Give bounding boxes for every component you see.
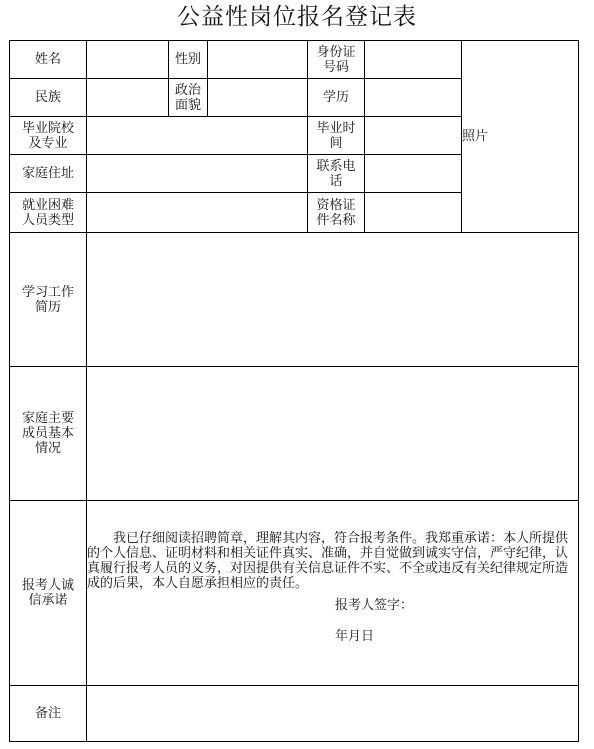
label-family-line3: 情况 — [34, 441, 61, 456]
photo-area[interactable]: 照片 — [462, 41, 579, 233]
gender-field[interactable] — [208, 41, 308, 79]
label-cert-line1: 资格证 — [316, 197, 356, 213]
label-education: 学历 — [308, 79, 365, 117]
label-pledge — [10, 501, 87, 686]
label-grad-line2: 间 — [329, 135, 343, 151]
address-field[interactable] — [87, 155, 308, 193]
label-id-number — [308, 41, 365, 79]
family-field[interactable] — [87, 367, 579, 501]
label-graduation-time — [308, 117, 365, 155]
label-pledge-line1: 报考人诚 — [21, 578, 74, 593]
label-political-line2: 面貌 — [174, 97, 201, 113]
remarks-field[interactable] — [87, 686, 579, 742]
label-id-line1: 身份证 — [316, 44, 356, 60]
form-title: 公益性岗位报名登记表 — [177, 4, 417, 30]
label-phone — [308, 155, 365, 193]
employment-category-field[interactable] — [87, 193, 308, 233]
label-grad-line1: 毕业时 — [316, 120, 356, 136]
label-category-line1: 就业困难 — [21, 197, 74, 213]
label-gender: 性别 — [169, 41, 208, 79]
label-school — [10, 117, 87, 155]
signature-block — [87, 593, 578, 649]
certificate-field[interactable] — [365, 193, 462, 233]
registration-form — [9, 40, 579, 742]
label-history — [10, 233, 87, 367]
ethnicity-field[interactable] — [87, 79, 169, 117]
signature-label[interactable]: 报考人签字： — [335, 598, 414, 613]
education-field[interactable] — [365, 79, 462, 117]
label-remarks: 备注 — [10, 686, 87, 742]
phone-field[interactable] — [365, 155, 462, 193]
graduation-time-field[interactable] — [365, 117, 462, 155]
school-field[interactable] — [87, 117, 308, 155]
label-cert-line2: 件名称 — [316, 212, 356, 228]
label-pledge-line2: 信承诺 — [28, 593, 68, 608]
label-id-line2: 号码 — [322, 59, 349, 75]
pledge-text: 我已仔细阅读招聘简章，理解其内容，符合报考条件。我郑重承诺：本人所提供的个人信息、证明材料和相关证件真实、准确，并自觉做到诚实守信，严守纪律，认真履行报考人员的义务，对因提供有关信息证件不实、不全或违反有关纪律规定所造成的后果，本人自愿承担相应的责任。 — [87, 531, 569, 591]
label-category-line2: 人员类型 — [21, 212, 74, 228]
label-phone-line1: 联系电 — [316, 158, 356, 174]
pledge-cell — [87, 501, 579, 686]
label-history-line1: 学习工作 — [21, 284, 74, 300]
history-field[interactable] — [87, 233, 579, 367]
label-name: 姓名 — [10, 41, 87, 79]
label-certificate — [308, 193, 365, 233]
label-family — [10, 367, 87, 501]
name-field[interactable] — [87, 41, 169, 79]
label-history-line2: 简历 — [34, 299, 61, 315]
label-address: 家庭住址 — [10, 155, 87, 193]
label-school-line1: 毕业院校 — [21, 120, 74, 136]
label-phone-line2: 话 — [329, 173, 343, 189]
id-number-field[interactable] — [365, 41, 462, 79]
label-ethnicity: 民族 — [10, 79, 87, 117]
label-school-line2: 及专业 — [28, 135, 68, 151]
date-label[interactable]: 年月日 — [335, 629, 375, 644]
label-political-status — [169, 79, 208, 117]
label-political-line1: 政治 — [174, 82, 201, 98]
label-employment-category — [10, 193, 87, 233]
political-status-field[interactable] — [208, 79, 308, 117]
label-family-line2: 成员基本 — [21, 426, 74, 441]
label-family-line1: 家庭主要 — [21, 411, 74, 426]
